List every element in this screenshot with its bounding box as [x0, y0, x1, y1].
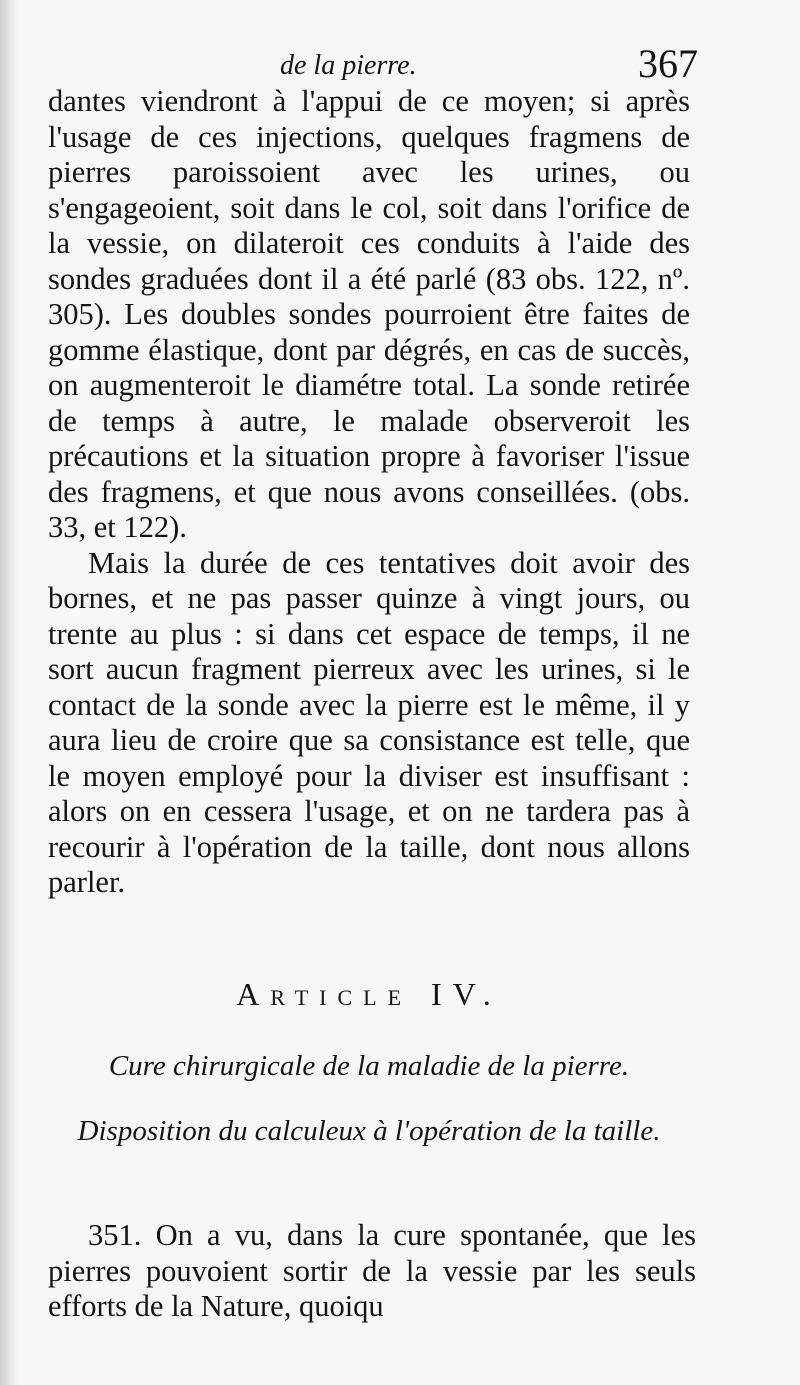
running-title: de la pierre. — [280, 50, 417, 81]
article-subtitle: Cure chirurgicale de la maladie de la pierre. — [108, 1050, 630, 1082]
running-head — [48, 40, 698, 88]
article-heading: Article IV. — [236, 976, 502, 1012]
paragraph-duration: Mais la durée de ces tentatives doit avoir des bornes, et ne pas passer quinze à vingt jours, ou trente au plus : si dans cet espace de temps, il ne sort aucun fragment pierreux avec les urines, si le contact de la sonde avec la pierre est le même, il y aura lieu de croire que sa consistance est telle, que le moyen employé pour la diviser est insuffisant : alors on en cessera l'usage, et on ne tardera pas à recourir à l'opération de la taille, dont nous allons parler. — [48, 545, 690, 899]
page-number: 367 — [638, 41, 698, 86]
section-351-text — [48, 1218, 696, 1325]
paragraph-351: 351. On a vu, dans la cure spontanée, que les pierres pouvoient sortir de la vessie par les seuls efforts de la Nature, quoiqu — [48, 1218, 696, 1323]
body-text — [48, 84, 690, 901]
paragraph-continuation: dantes viendront à l'appui de ce moyen; si après l'usage de ces injections, quelques fragmens de pierres paroissoient avec les urines, ou s'engageoient, soit dans le col, soit dans l'orifice de la vessie, on dilateroit ces conduits à l'aide des sondes graduées dont il a été parlé (83 obs. 122, nº. 305). Les doubles sondes pourroient être faites de gomme élastique, dont par dégrés, en cas de succès, on augmenteroit le diamétre total. La sonde retirée de temps à autre, le malade observeroit les précautions et la situation propre à favoriser l'issue des fragmens, et que nous avons conseillées. (obs. 33, et 122). — [48, 84, 690, 544]
section-title: Disposition du calculeux à l'opération de la taille. — [77, 1115, 661, 1147]
